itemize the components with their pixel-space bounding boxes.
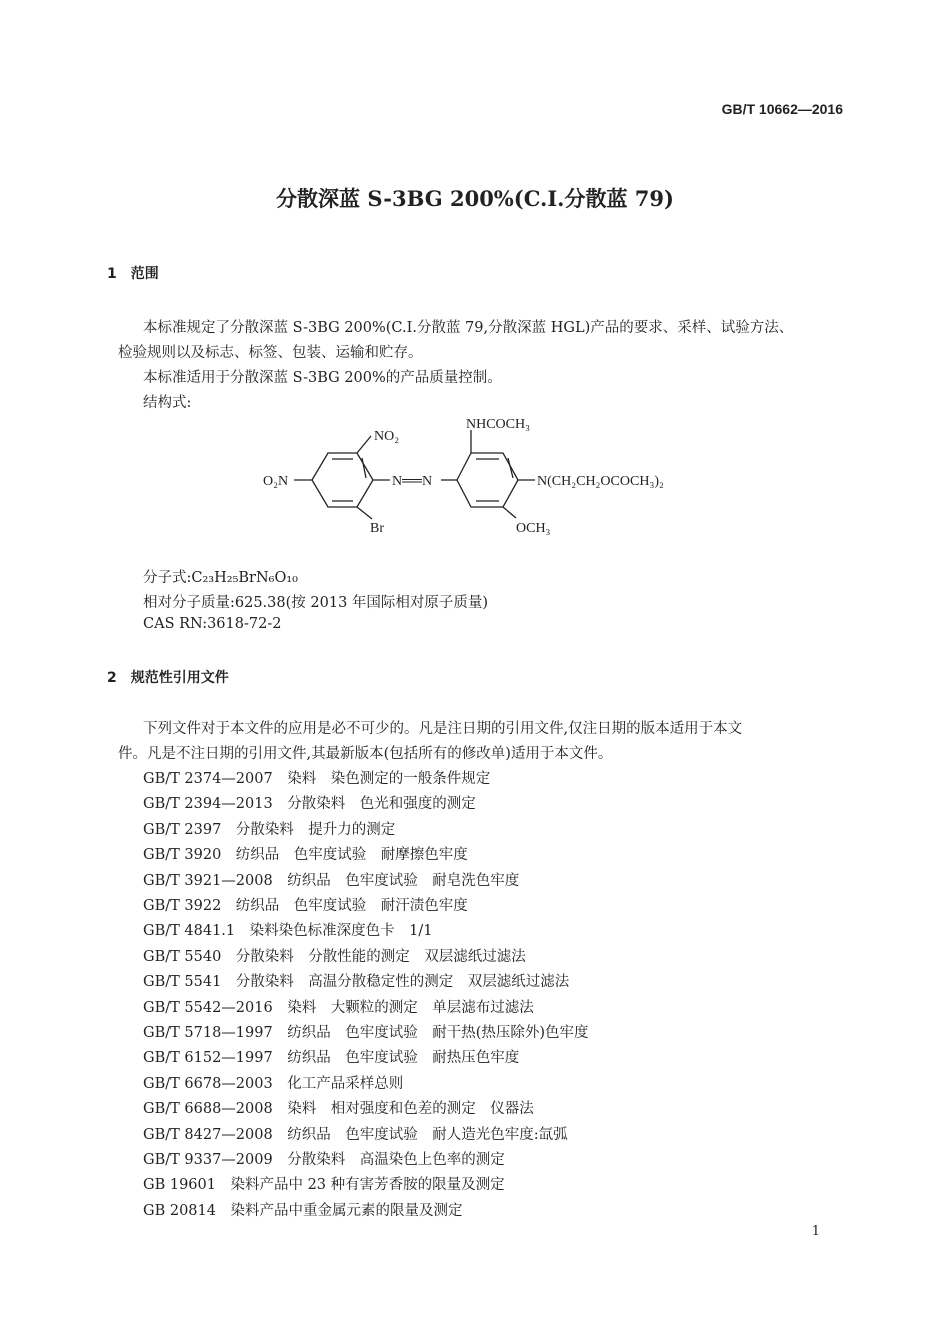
molecular-formula: 分子式:C₂₃H₂₅BrN₆O₁₀ — [143, 570, 298, 586]
benzene-ring-2 — [457, 453, 518, 507]
references-intro-line1: 下列文件对于本文件的应用是必不可少的。凡是注日期的引用文件,仅注日期的版本适用于本文 — [143, 721, 743, 737]
structure-label: 结构式: — [143, 395, 192, 411]
standard-number: GB/T 10662—2016 — [721, 101, 843, 117]
reference-item: GB/T 5541 分散染料 高温分散稳定性的测定 双层滤纸过滤法 — [143, 974, 570, 991]
benzene-ring-1 — [312, 453, 373, 507]
scope-paragraph-line1: 本标准规定了分散深蓝 S-3BG 200%(C.I.分散蓝 79,分散深蓝 HGL)产品的要求、采样、试验方法、 — [143, 320, 794, 336]
reference-item: GB 20814 染料产品中重金属元素的限量及测定 — [143, 1202, 463, 1219]
reference-item: GB/T 6678—2003 化工产品采样总则 — [143, 1075, 404, 1092]
methoxy-label: OCH₃ — [516, 521, 551, 536]
reference-item: GB/T 8427—2008 纺织品 色牢度试验 耐人造光色牢度:氙弧 — [143, 1126, 568, 1143]
cas-number: CAS RN:3618-72-2 — [143, 616, 282, 632]
reference-item: GB/T 4841.1 染料染色标准深度色卡 1/1 — [143, 923, 433, 940]
page-title: 分散深蓝 S-3BG 200%(C.I.分散蓝 79) — [276, 186, 674, 211]
nitro-group-label: NO₂ — [374, 429, 400, 444]
section-2-heading: 2 规范性引用文件 — [107, 670, 229, 686]
reference-item: GB/T 5540 分散染料 分散性能的测定 双层滤纸过滤法 — [143, 948, 526, 965]
reference-item: GB 19601 染料产品中 23 种有害芳香胺的限量及测定 — [143, 1177, 505, 1194]
scope-paragraph-line2: 检验规则以及标志、标签、包装、运输和贮存。 — [118, 345, 423, 361]
reference-item: GB/T 6688—2008 染料 相对强度和色差的测定 仪器法 — [143, 1101, 534, 1118]
amine-group-label: N(CH₂CH₂OCOCH₃)₂ — [537, 474, 664, 489]
bromo-label: Br — [370, 521, 384, 536]
scope-paragraph-2: 本标准适用于分散深蓝 S-3BG 200%的产品质量控制。 — [143, 370, 502, 386]
o2n-group-label: O₂N — [263, 474, 289, 489]
azo-group-label: N══N — [392, 474, 433, 489]
reference-item: GB/T 3922 纺织品 色牢度试验 耐汗渍色牢度 — [143, 898, 468, 914]
structural-formula — [0, 0, 950, 560]
molecular-mass: 相对分子质量:625.38(按 2013 年国际相对原子质量) — [143, 595, 489, 611]
reference-item: GB/T 3921—2008 纺织品 色牢度试验 耐皂洗色牢度 — [143, 872, 520, 889]
reference-item: GB/T 2397 分散染料 提升力的测定 — [143, 821, 396, 838]
reference-item: GB/T 6152—1997 纺织品 色牢度试验 耐热压色牢度 — [143, 1050, 520, 1067]
reference-item: GB/T 5718—1997 纺织品 色牢度试验 耐干热(热压除外)色牢度 — [143, 1025, 589, 1041]
section-1-heading: 1 范围 — [107, 266, 159, 282]
reference-item: GB/T 9337—2009 分散染料 高温染色上色率的测定 — [143, 1152, 505, 1168]
reference-item: GB/T 5542—2016 染料 大颗粒的测定 单层滤布过滤法 — [143, 999, 534, 1016]
reference-item: GB/T 3920 纺织品 色牢度试验 耐摩擦色牢度 — [143, 847, 468, 864]
reference-item: GB/T 2374—2007 染料 染色测定的一般条件规定 — [143, 771, 491, 787]
reference-item: GB/T 2394—2013 分散染料 色光和强度的测定 — [143, 796, 476, 813]
acetamido-label: NHCOCH₃ — [466, 417, 530, 432]
references-intro-line2: 件。凡是不注日期的引用文件,其最新版本(包括所有的修改单)适用于本文件。 — [118, 746, 613, 762]
page-number: 1 — [811, 1224, 820, 1239]
